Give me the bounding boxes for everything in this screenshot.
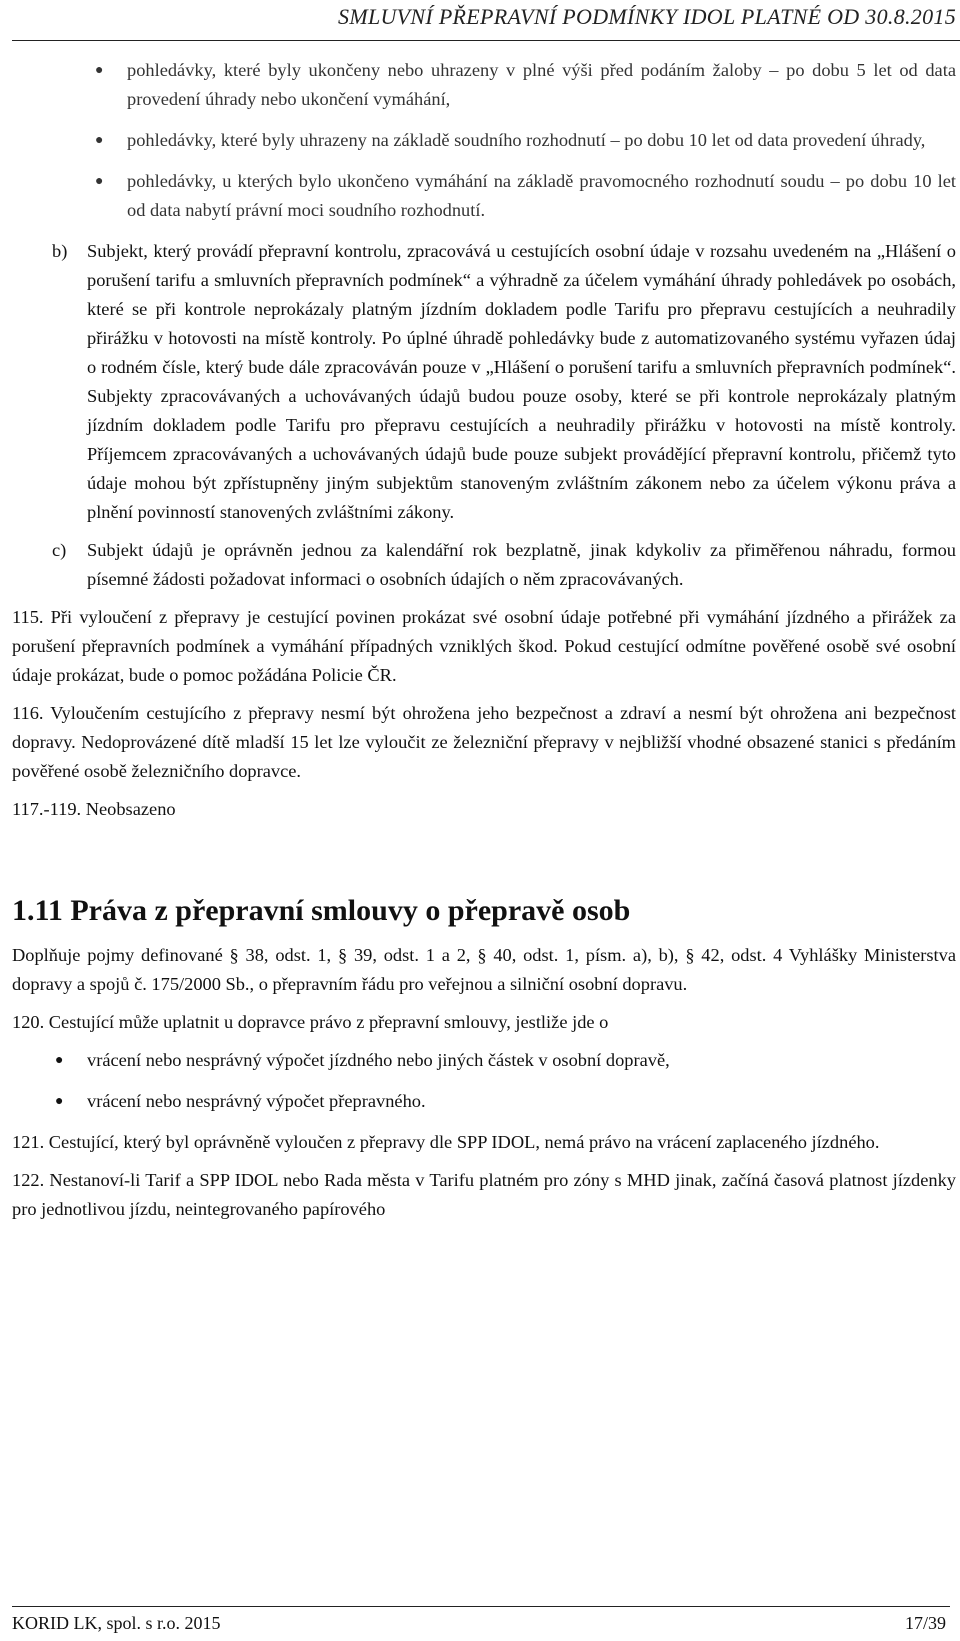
list-item-text: pohledávky, které byly uhrazeny na základě soudního rozhodnutí – po dobu 10 let od data provedení úhrady, — [127, 130, 926, 150]
page-header — [12, 0, 960, 41]
bullet-icon: ● — [95, 133, 104, 148]
sub-item-text: Subjekt údajů je oprávněn jednou za kalendářní rok bezplatně, jinak kdykoliv za přiměřenou náhradu, formou písemné žádosti požadovat informaci o osobních údajích o něm zpracovávaných. — [87, 540, 956, 589]
paragraph-117-119: 117.-119. Neobsazeno — [12, 799, 176, 819]
paragraph-121: 121. Cestující, který byl oprávněně vyloučen z přepravy dle SPP IDOL, nemá právo na vrácení zaplaceného jízdného. — [12, 1132, 880, 1152]
bullet-icon: ● — [55, 1053, 64, 1068]
list-item — [12, 167, 956, 225]
section-spacer — [12, 833, 956, 893]
list-item-text: pohledávky, u kterých bylo ukončeno vymáhání na základě pravomocného rozhodnutí soudu – po dobu 10 let od data nabytí právní moci soudního rozhodnutí. — [127, 171, 956, 220]
list-item-text: vrácení nebo nesprávný výpočet jízdného nebo jiných částek v osobní dopravě, — [87, 1050, 670, 1070]
sub-item-label: b) — [52, 241, 68, 261]
list-item — [12, 126, 956, 155]
paragraph-122: 122. Nestanoví-li Tarif a SPP IDOL nebo Rada města v Tarifu platném pro zóny s MHD jinak, začíná časová platnost jízdenky pro jednotlivou jízdu, neintegrovaného papírového — [12, 1170, 956, 1219]
list-item — [12, 1087, 956, 1116]
section-heading: 1.11 Práva z přepravní smlouvy o přepravě osob — [12, 894, 631, 927]
paragraph-115: 115. Při vyloučení z přepravy je cestující povinen prokázat své osobní údaje potřebné při vymáhání jízdného a přirážek za porušení přepravních podmínek a vymáhání případných vzniklých škod. Pokud cestující odmítne pověřené osobě své osobní údaje prokázat, bude o pomoc požádána Policie ČR. — [12, 607, 956, 685]
list-item-text: pohledávky, které byly ukončeny nebo uhrazeny v plné výši před podáním žaloby – po dobu 5 let od data provedení úhrady nebo ukončení vymáhání, — [127, 60, 956, 109]
bullet-icon: ● — [95, 63, 104, 78]
section-intro: Doplňuje pojmy definované § 38, odst. 1, § 39, odst. 1 a 2, § 40, odst. 1, písm. a), b), § 42, odst. 4 Vyhlášky Ministerstva dopravy a spojů č. 175/2000 Sb., o přepravním řádu pro veřejnou a silniční osobní dopravu. — [12, 945, 956, 994]
page-content — [12, 56, 956, 1233]
sub-item-c — [12, 536, 956, 594]
bullet-icon: ● — [95, 174, 104, 189]
list-item — [12, 56, 956, 114]
list-item-text: vrácení nebo nesprávný výpočet přepravného. — [87, 1091, 426, 1111]
bullet-list-top — [12, 56, 956, 225]
bullet-icon: ● — [55, 1094, 64, 1109]
sub-item-b — [12, 237, 956, 527]
sub-item-text: Subjekt, který provádí přepravní kontrolu, zpracovává u cestujících osobní údaje v rozsahu uvedeném na „Hlášení o porušení tarifu a smluvních přepravních podmínek“ a výhradně za účelem vymáhání úhrady pohledávek po osobách, které se při kontrole neprokázaly platným jízdním dokladem podle Tarifu pro přepravu cestujících a neuhradily přirážku v hotovosti na místě kontroly. Po úplné úhradě pohledávky bude z automatizovaného systému vyřazen údaj o rodném čísle, který bude dále zpracováván pouze v „Hlášení o porušení tarifu a smluvních přepravních podmínek“. Subjekty zpracovávaných a uchovávaných údajů budou pouze osoby, které se při kontrole neprokázaly platným jízdním dokladem podle Tarifu pro přepravu cestujících a neuhradily přirážku v hotovosti na místě kontroly. Příjemcem zpracovávaných a uchovávaných údajů bude pouze subjekt provádějící přepravní kontrolu, přičemž tyto údaje mohou být zpřístupněny jiným subjektům stanoveným zvláštním zákonem nebo za účelem výkonu práva a plnění povinností stanovených zvláštními zákony. — [87, 241, 956, 522]
page-footer — [12, 1606, 950, 1641]
header-title: SMLUVNÍ PŘEPRAVNÍ PODMÍNKY IDOL PLATNÉ OD 30.8.2015 — [338, 4, 956, 29]
paragraph-120: 120. Cestující může uplatnit u dopravce právo z přepravní smlouvy, jestliže jde o — [12, 1012, 609, 1032]
footer-company: KORID LK, spol. s r.o. 2015 — [12, 1613, 221, 1633]
sub-item-label: c) — [52, 540, 67, 560]
list-item — [12, 1046, 956, 1075]
page-number: 17/39 — [904, 1613, 946, 1633]
paragraph-116: 116. Vyloučením cestujícího z přepravy nesmí být ohrožena jeho bezpečnost a zdraví a nesmí být ohrožena ani bezpečnost dopravy. Nedoprovázené dítě mladší 15 let lze vyloučit ze železniční přepravy v nejbližší vhodné obsazené stanici s předáním pověřené osobě železničního dopravce. — [12, 703, 956, 781]
